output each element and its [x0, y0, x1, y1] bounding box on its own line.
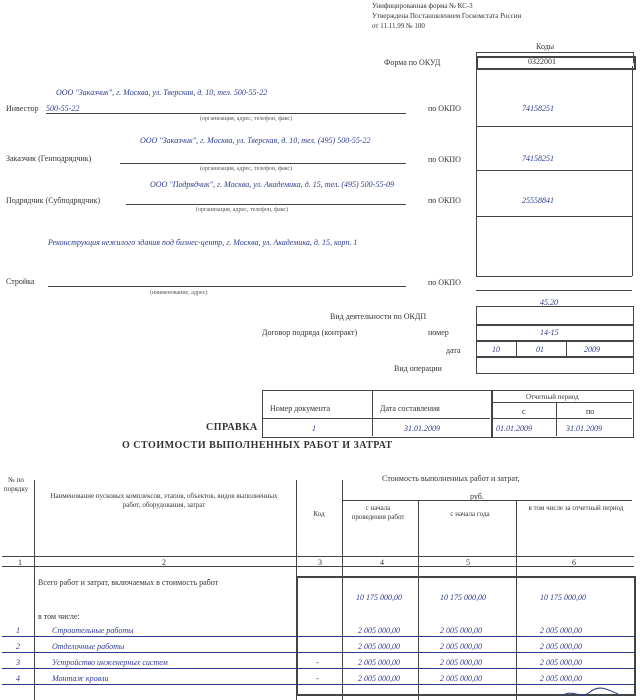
okud-code-box	[476, 56, 636, 70]
date-sep-1	[516, 340, 517, 356]
investor-underline	[46, 113, 406, 114]
table-header-bottom	[2, 556, 634, 557]
contractor-underline	[126, 204, 406, 205]
value-group-line	[342, 500, 632, 501]
table-row-1-num: 1	[16, 626, 20, 635]
period-row-line-2	[492, 418, 632, 419]
table-row-3-month: 2 005 000,00	[540, 658, 582, 667]
okdp-label: Вид деятельности по ОКДП	[330, 312, 427, 321]
col-header-since-start: с начала проведения работ	[351, 504, 405, 521]
table-row-1-name: Строительные работы	[52, 626, 134, 635]
value-caption: Стоимость выполненных работ и затрат,	[382, 474, 520, 483]
table-row-3-code: -	[316, 658, 319, 667]
customer-okpo-label: по ОКПО	[428, 155, 461, 164]
table-row-4-year: 2 005 000,00	[440, 674, 482, 683]
table-row-4-code: -	[316, 674, 319, 683]
contract-date-year: 2009	[584, 345, 600, 354]
doc-table-row-line	[262, 418, 490, 419]
table-row-4-month: 2 005 000,00	[540, 674, 582, 683]
row-incl-name: в том числе:	[38, 612, 80, 621]
codes-divider-3	[476, 216, 632, 217]
investor-okpo-label: по ОКПО	[428, 104, 461, 113]
table-row-4-start: 2 005 000,00	[358, 674, 400, 683]
col-header-month: в том числе за отчетный период	[528, 504, 624, 512]
period-row-line-1	[492, 402, 632, 403]
contract-date-month: 01	[536, 345, 544, 354]
contractor-caption: (организация, адрес, телефон, факс)	[196, 207, 289, 213]
col-index-2: 2	[162, 558, 166, 567]
table-row-4-num: 4	[16, 674, 20, 683]
row-total-month: 10 175 000,00	[540, 593, 586, 602]
form-approval-line-2: Утверждена Постановлением Госкомстата России	[372, 12, 522, 20]
table-row-3-name: Устройство инженерных систем	[52, 658, 168, 667]
col-header-since-year: с начала года	[450, 510, 490, 518]
period-to: 31.01.2009	[566, 424, 602, 433]
document-title: СПРАВКА	[206, 422, 258, 433]
customer-label: Заказчик (Генподрядчик)	[6, 154, 92, 163]
date-sep-2	[566, 340, 567, 356]
col-header-name: Наименование пусковых комплексов, этапов, объектов, видов выполненных работ, оборудования, затрат	[50, 492, 278, 509]
table-row-2-start: 2 005 000,00	[358, 642, 400, 651]
investor-phone: 500-55-22	[46, 104, 80, 113]
okdp-value: 45.20	[540, 298, 558, 307]
contract-number-label: номер	[428, 328, 449, 337]
customer-caption: (организация, адрес, телефон, факс)	[200, 166, 293, 172]
investor-caption: (организация, адрес, телефон, факс)	[200, 116, 293, 122]
row-line-2	[2, 652, 634, 653]
period-col-sep	[556, 402, 557, 436]
col-sep-1	[34, 480, 35, 700]
investor-label: Инвестор	[6, 104, 39, 113]
row-line-4	[2, 684, 634, 685]
table-row-1-year: 2 005 000,00	[440, 626, 482, 635]
contract-label: Договор подряда (контракт)	[262, 328, 358, 337]
operation-label: Вид операции	[394, 364, 442, 373]
row-total-start: 10 175 000,00	[356, 593, 402, 602]
contractor-okpo: 25558841	[522, 196, 554, 205]
doc-number-table	[262, 390, 492, 438]
col-header-code: Код	[313, 510, 325, 518]
contractor-label: Подрядчик (Субподрядчик)	[6, 196, 101, 205]
codes-divider-1	[476, 126, 632, 127]
doc-date: 31.01.2009	[404, 424, 440, 433]
contract-date-day: 10	[492, 345, 500, 354]
okud-code: 0322001	[528, 57, 556, 66]
table-row-2-year: 2 005 000,00	[440, 642, 482, 651]
investor-okpo: 74158251	[522, 104, 554, 113]
contractor-value: ООО "Подрядчик", г. Москва, ул. Академика, д. 15, тел. (495) 500-55-09	[150, 180, 394, 189]
table-row-1-month: 2 005 000,00	[540, 626, 582, 635]
row-line-3	[2, 668, 634, 669]
row-line-1	[2, 636, 634, 637]
contract-number: 14-15	[540, 328, 559, 337]
col-index-3: 3	[318, 558, 322, 567]
contract-date-label: дата	[446, 346, 461, 355]
currency-label: руб.	[470, 492, 484, 501]
row-total-name: Всего работ и затрат, включаемых в стоимость работ	[38, 578, 219, 587]
table-row-3-num: 3	[16, 658, 20, 667]
customer-underline	[120, 163, 406, 164]
period-header: Отчетный период	[526, 393, 579, 401]
customer-okpo: 74158251	[522, 154, 554, 163]
codes-column-right	[632, 66, 633, 276]
table-row-4-name: Монтаж кровли	[52, 674, 109, 683]
construction-caption: (наименование, адрес)	[150, 290, 208, 296]
col-index-5: 5	[466, 558, 470, 567]
signature-stroke-icon	[560, 686, 620, 700]
period-to-header: по	[586, 407, 595, 416]
col-index-6: 6	[572, 558, 576, 567]
operation-box	[476, 356, 634, 374]
period-from-header: с	[522, 407, 526, 416]
contractor-okpo-label: по ОКПО	[428, 196, 461, 205]
okud-label: Форма по ОКУД	[384, 58, 441, 67]
form-approval-line-1: Унифицированная форма № КС-3	[372, 2, 473, 10]
okdp-box	[476, 306, 634, 326]
construction-okpo-label: по ОКПО	[428, 278, 461, 287]
codes-label: Коды	[536, 42, 555, 51]
codes-divider-5	[476, 290, 632, 291]
table-row-3-year: 2 005 000,00	[440, 658, 482, 667]
customer-value: ООО "Заказчик", г. Москва, ул. Тверская, д. 10, тел. (495) 500-55-22	[140, 136, 371, 145]
construction-underline	[48, 286, 406, 287]
doc-date-header: Дата составления	[380, 404, 440, 413]
investor-value: ООО "Заказчик", г. Москва, ул. Тверская, д. 10, тел. 500-55-22	[56, 88, 268, 97]
codes-column-left	[476, 66, 477, 276]
table-row-3-start: 2 005 000,00	[358, 658, 400, 667]
construction-value: Реконструкция нежилого здания под бизнес-центр, г. Москва, ул. Академика, д. 15, корп. 1	[48, 238, 358, 247]
doc-table-sep	[372, 390, 373, 436]
construction-label: Стройка	[6, 277, 35, 286]
table-row-2-month: 2 005 000,00	[540, 642, 582, 651]
codes-divider-4	[476, 276, 632, 277]
col-index-4: 4	[380, 558, 384, 567]
row-total-year: 10 175 000,00	[440, 593, 486, 602]
col-index-1: 1	[18, 558, 22, 567]
document-subtitle: О СТОИМОСТИ ВЫПОЛНЕННЫХ РАБОТ И ЗАТРАТ	[122, 440, 393, 451]
codes-divider-2	[476, 170, 632, 171]
period-from: 01.01.2009	[496, 424, 532, 433]
doc-number: 1	[312, 424, 316, 433]
table-row-1-start: 2 005 000,00	[358, 626, 400, 635]
doc-number-header: Номер документа	[270, 404, 331, 413]
table-row-2-num: 2	[16, 642, 20, 651]
col-header-num: № по порядку	[3, 476, 29, 493]
form-approval-line-3: от 11.11.99 № 100	[372, 22, 425, 30]
table-row-2-name: Отделочные работы	[52, 642, 125, 651]
